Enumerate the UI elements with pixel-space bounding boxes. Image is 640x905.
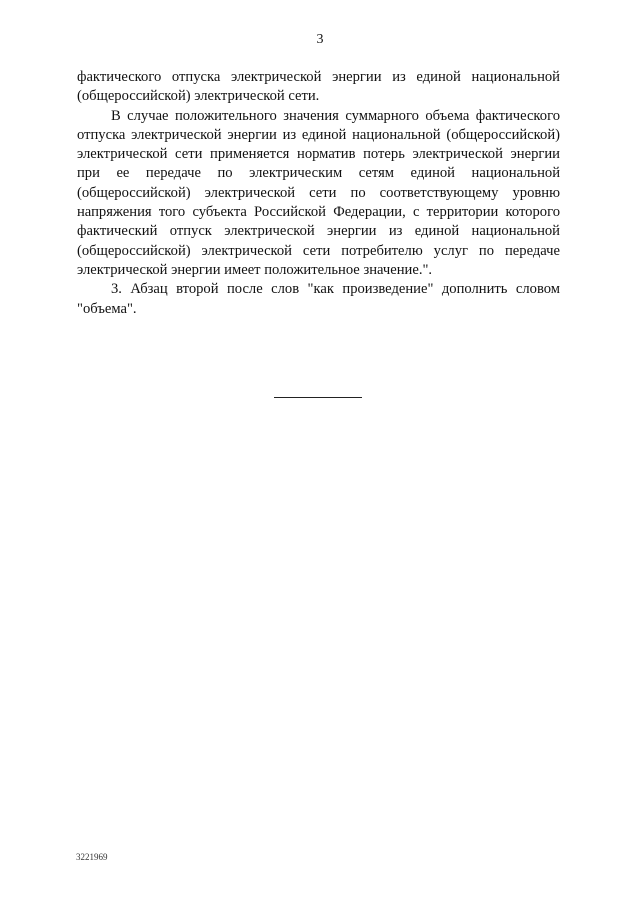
body-text (77, 68, 560, 319)
page-number: 3 (316, 32, 324, 47)
paragraph-positive-value: В случае положительного значения суммарного объема фактического отпуска электрической энергии из единой национальной (общероссийской) электрической сети применяется норматив потерь электрической энергии при ее передаче по электрическим сетям единой национальной (общероссийской) электрической сети по соответствующему уровню напряжения того субъекта Российской Федерации, с территории которого фактический отпуск электрической энергии из единой национальной (общероссийской) электрической сети потребителю услуг по передаче электрической энергии имеет положительное значение.". (77, 107, 560, 278)
end-separator-line (274, 397, 362, 398)
document-code: 3221969 (76, 852, 108, 862)
paragraph-item-3: 3. Абзац второй после слов "как произведение" дополнить словом "объема". (77, 281, 560, 317)
paragraph-continuation: фактического отпуска электрической энергии из единой национальной (общероссийской) электрической сети. (77, 69, 560, 105)
